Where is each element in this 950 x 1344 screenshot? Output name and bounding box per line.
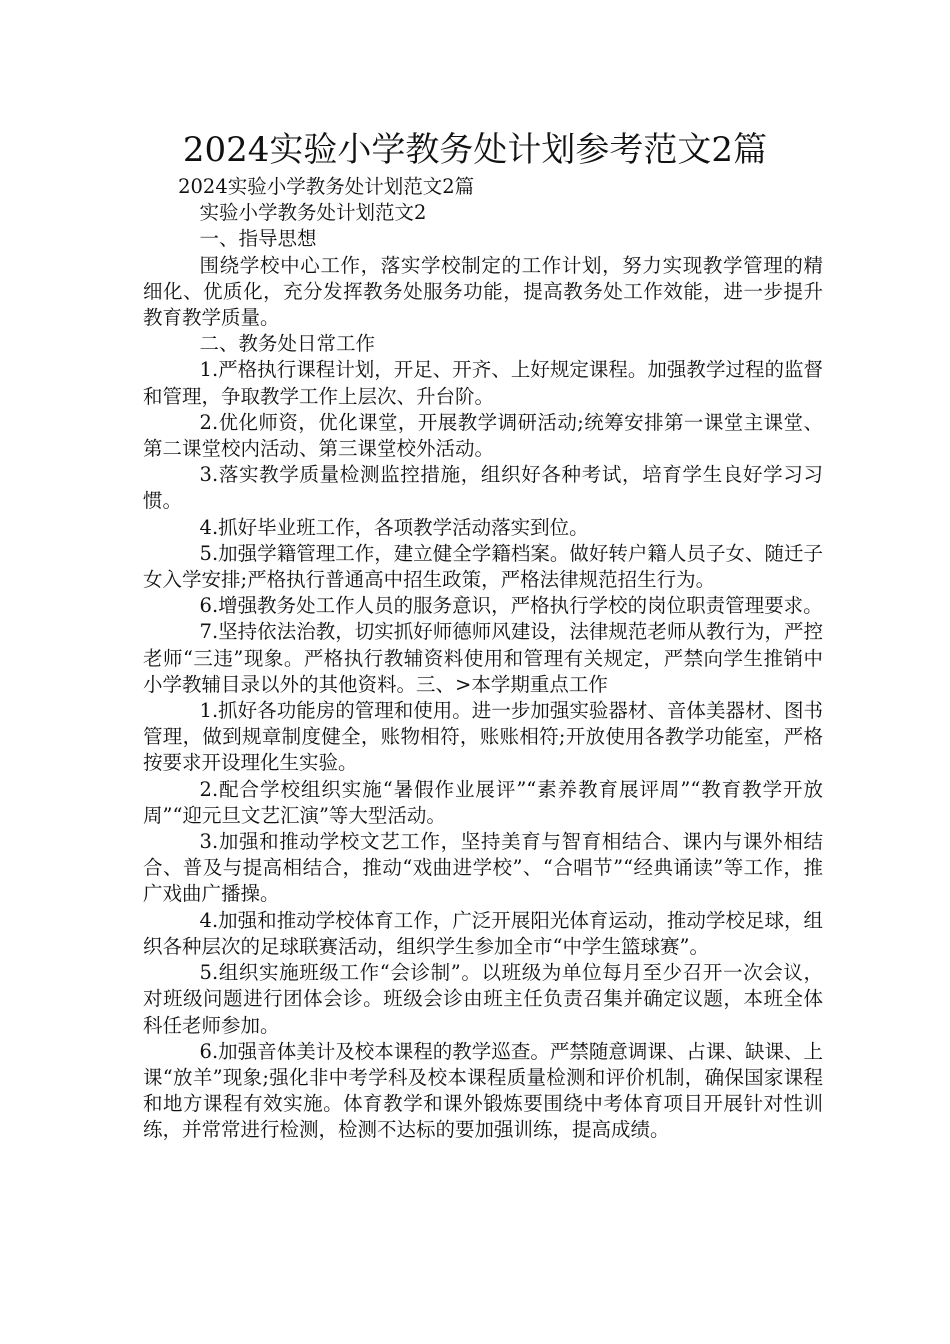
body-paragraph: 4.加强和推动学校体育工作，广泛开展阳光体育运动，推动学校足球，组织各种层次的足球联赛活动，组织学生参加全市“中学生篮球赛”。 [143,908,823,958]
document-title: 2024实验小学教务处计划参考范文2篇 [182,130,768,170]
body-paragraph: 一、指导思想 [199,227,317,251]
body-paragraph: 实验小学教务处计划范文2 [199,201,427,225]
body-paragraph: 7.坚持依法治教，切实抓好师德师风建设，法律规范老师从教行为，严控老师“三违”现象。严格执行教辅资料使用和管理有关规定，严禁向学生推销中小学教辅目录以外的其他资料。三、>本学期重点工作 [143,620,823,696]
body-paragraph: 1.抓好各功能房的管理和使用。进一步加强实验器材、音体美器材、图书管理，做到规章制度健全，账物相符，账账相符;开放使用各教学功能室，严格按要求开设理化生实验。 [143,699,823,775]
body-paragraph: 2.配合学校组织实施“暑假作业展评”“素养教育展评周”“教育教学开放周”“迎元旦文艺汇演”等大型活动。 [143,777,823,827]
body-paragraph: 3.加强和推动学校文艺工作，坚持美育与智育相结合、课内与课外相结合、普及与提高相结合，推动“戏曲进学校”、“合唱节”“经典诵读”等工作，推广戏曲广播操。 [143,830,823,906]
body-paragraph: 2.优化师资，优化课堂，开展教学调研活动;统筹安排第一课堂主课堂、第二课堂校内活动、第三课堂校外活动。 [143,410,823,461]
body-paragraph: 6.增强教务处工作人员的服务意识，严格执行学校的岗位职责管理要求。 [199,594,823,618]
body-paragraph: 1.严格执行课程计划，开足、开齐、上好规定课程。加强教学过程的监督和管理，争取教学工作上层次、升台阶。 [143,358,823,408]
body-paragraph: 二、教务处日常工作 [199,332,376,356]
body-paragraph: 5.加强学籍管理工作，建立健全学籍档案。做好转户籍人员子女、随迁子女入学安排;严格执行普通高中招生政策，严格法律规范招生行为。 [143,541,823,592]
body-paragraph: 4.抓好毕业班工作，各项教学活动落实到位。 [199,515,589,539]
body-paragraph: 围绕学校中心工作，落实学校制定的工作计划，努力实现教学管理的精细化、优质化，充分发挥教务处服务功能，提高教务处工作效能，进一步提升教育教学质量。 [143,253,823,330]
body-paragraph: 3.落实教学质量检测监控措施，组织好各种考试，培育学生良好学习习惯。 [143,463,823,513]
body-paragraph: 2024实验小学教务处计划范文2篇 [178,175,475,198]
body-paragraph: 6.加强音体美计及校本课程的教学巡查。严禁随意调课、占课、缺课、上课“放羊”现象;强化非中考学科及校本课程质量检测和评价机制，确保国家课程和地方课程有效实施。体育教学和课外锻炼要围绕中考体育项目开展针对性训练，并常常进行检测，检测不达标的要加强训练，提高成绩。 [143,1039,823,1142]
document-body [143,174,823,1144]
body-paragraph: 5.组织实施班级工作“会诊制”。以班级为单位每月至少召开一次会议，对班级问题进行团体会诊。班级会诊由班主任负责召集并确定议题，本班全体科任老师参加。 [143,961,823,1037]
